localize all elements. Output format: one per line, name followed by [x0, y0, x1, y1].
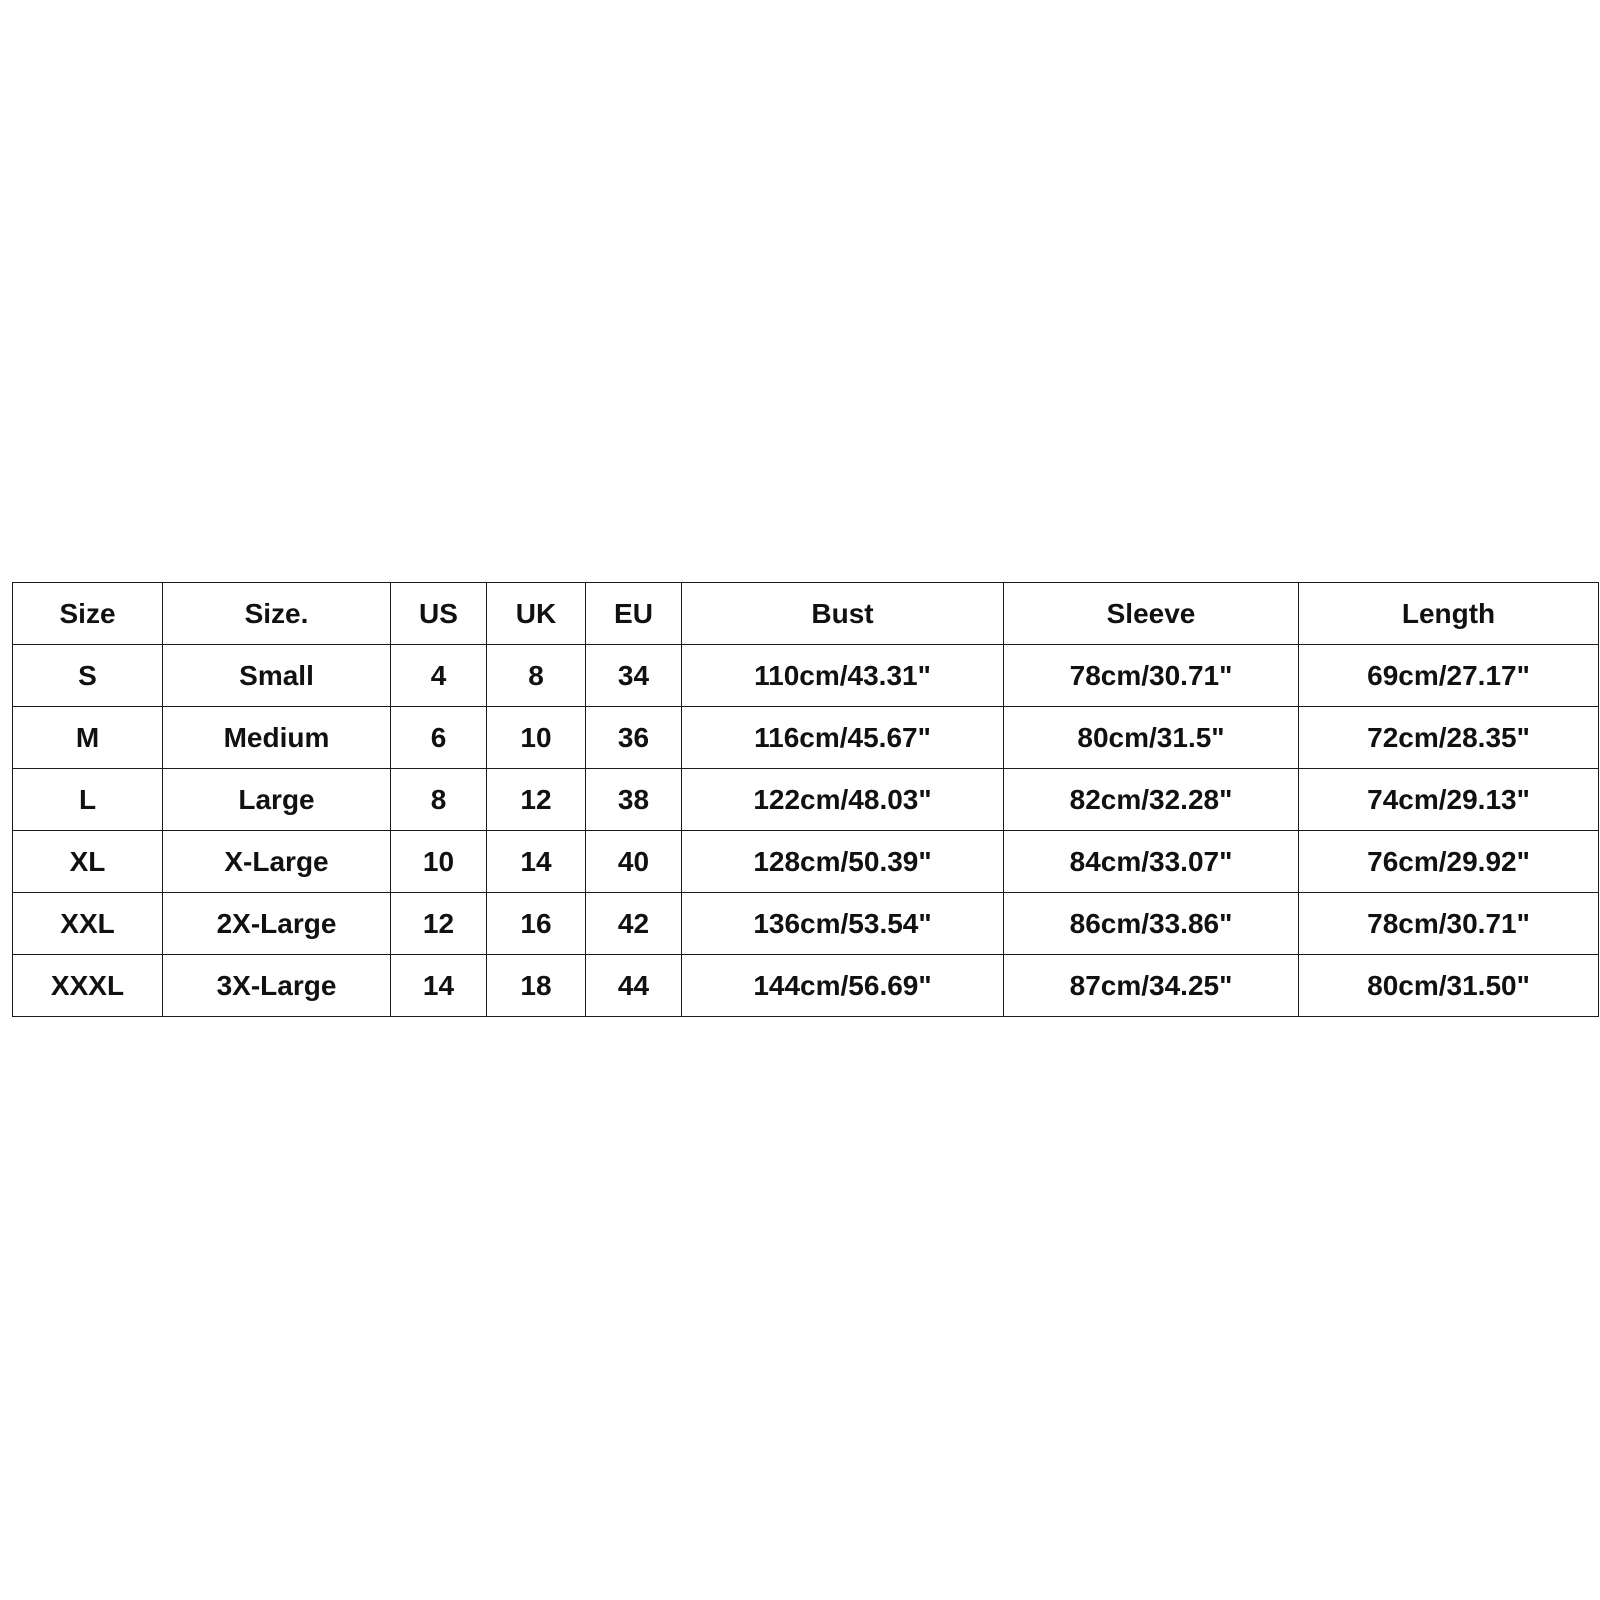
- cell-size: L: [13, 769, 163, 831]
- cell-bust: 122cm/48.03": [682, 769, 1004, 831]
- cell-size: M: [13, 707, 163, 769]
- cell-eu: 42: [586, 893, 682, 955]
- cell-uk: 8: [487, 645, 586, 707]
- cell-bust: 116cm/45.67": [682, 707, 1004, 769]
- cell-size-name: Large: [163, 769, 391, 831]
- cell-size-name: Small: [163, 645, 391, 707]
- cell-us: 8: [391, 769, 487, 831]
- table-row: [13, 769, 1599, 831]
- cell-length: 78cm/30.71": [1299, 893, 1599, 955]
- header-eu: EU: [586, 583, 682, 645]
- cell-eu: 38: [586, 769, 682, 831]
- cell-length: 69cm/27.17": [1299, 645, 1599, 707]
- cell-size-name: 3X-Large: [163, 955, 391, 1017]
- header-row: [13, 583, 1599, 645]
- header-uk: UK: [487, 583, 586, 645]
- cell-size-name: Medium: [163, 707, 391, 769]
- cell-size: S: [13, 645, 163, 707]
- cell-uk: 16: [487, 893, 586, 955]
- cell-bust: 144cm/56.69": [682, 955, 1004, 1017]
- cell-sleeve: 82cm/32.28": [1004, 769, 1299, 831]
- cell-length: 74cm/29.13": [1299, 769, 1599, 831]
- cell-sleeve: 78cm/30.71": [1004, 645, 1299, 707]
- cell-length: 80cm/31.50": [1299, 955, 1599, 1017]
- cell-sleeve: 86cm/33.86": [1004, 893, 1299, 955]
- cell-length: 72cm/28.35": [1299, 707, 1599, 769]
- cell-eu: 36: [586, 707, 682, 769]
- cell-uk: 14: [487, 831, 586, 893]
- cell-size: XXL: [13, 893, 163, 955]
- cell-sleeve: 87cm/34.25": [1004, 955, 1299, 1017]
- header-length: Length: [1299, 583, 1599, 645]
- cell-us: 10: [391, 831, 487, 893]
- table-row: [13, 707, 1599, 769]
- header-size-name: Size.: [163, 583, 391, 645]
- cell-sleeve: 80cm/31.5": [1004, 707, 1299, 769]
- cell-size: XL: [13, 831, 163, 893]
- table-row: [13, 893, 1599, 955]
- cell-uk: 18: [487, 955, 586, 1017]
- cell-us: 12: [391, 893, 487, 955]
- cell-uk: 12: [487, 769, 586, 831]
- cell-bust: 110cm/43.31": [682, 645, 1004, 707]
- header-us: US: [391, 583, 487, 645]
- cell-uk: 10: [487, 707, 586, 769]
- size-chart-table: [12, 582, 1599, 1017]
- cell-size-name: X-Large: [163, 831, 391, 893]
- header-bust: Bust: [682, 583, 1004, 645]
- cell-sleeve: 84cm/33.07": [1004, 831, 1299, 893]
- cell-bust: 136cm/53.54": [682, 893, 1004, 955]
- cell-size-name: 2X-Large: [163, 893, 391, 955]
- cell-us: 6: [391, 707, 487, 769]
- cell-eu: 44: [586, 955, 682, 1017]
- table-row: [13, 645, 1599, 707]
- cell-eu: 34: [586, 645, 682, 707]
- header-size: Size: [13, 583, 163, 645]
- cell-length: 76cm/29.92": [1299, 831, 1599, 893]
- cell-us: 4: [391, 645, 487, 707]
- cell-size: XXXL: [13, 955, 163, 1017]
- cell-bust: 128cm/50.39": [682, 831, 1004, 893]
- header-sleeve: Sleeve: [1004, 583, 1299, 645]
- cell-eu: 40: [586, 831, 682, 893]
- table-row: [13, 831, 1599, 893]
- cell-us: 14: [391, 955, 487, 1017]
- table-row: [13, 955, 1599, 1017]
